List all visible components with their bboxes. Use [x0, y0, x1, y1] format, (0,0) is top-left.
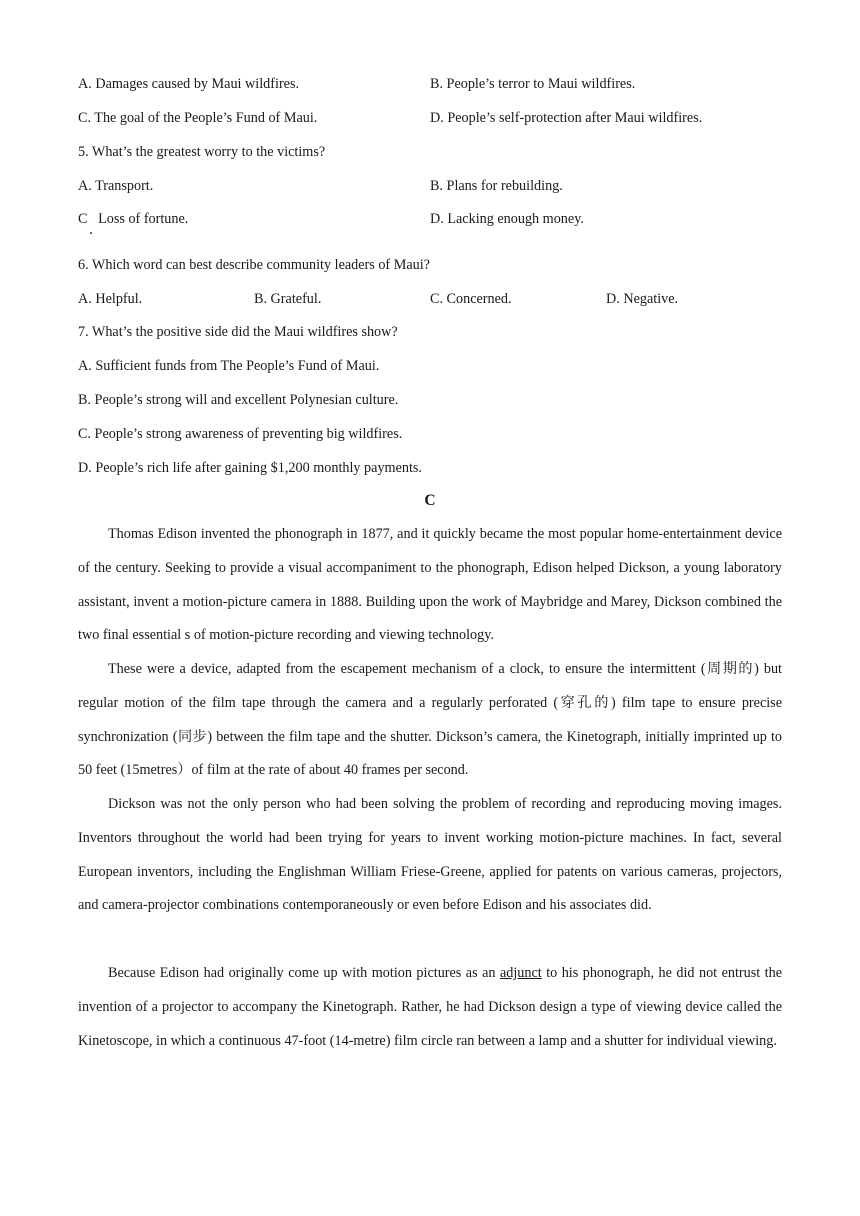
paragraph-3: Dickson was not the only person who had been solving the problem of recording and reproducing moving images. Inventors throughout the world had been trying for years to invent working motion-picture machines. In fact, several European inventors, including the Englishman William Friese-Greene, applied for patents on various cameras, projectors, and camera-projector combinations contemporaneously or even before Edison and his associates did. — [78, 796, 782, 914]
q7-question: 7. What’s the positive side did the Maui wildfires show? — [78, 324, 398, 340]
q5-option-a[interactable]: A. Transport. — [78, 178, 154, 194]
q6-option-d[interactable]: D. Negative. — [606, 291, 679, 307]
q4-option-b[interactable]: B. People’s terror to Maui wildfires. — [430, 76, 636, 92]
paragraph-2: These were a device, adapted from the escapement mechanism of a clock, to ensure the intermittent (周期的) but regular motion of the film tape through the camera and a regularly perforated (穿孔的) film tape to ensure precise synchronization (同步) between the film tape and the shutter. Dickson’s camera, the Kinetograph, initially imprinted up to 50 feet (15metres）of film at the rate of about 40 frames per second. — [78, 661, 782, 779]
q7-option-b[interactable]: B. People’s strong will and excellent Polynesian culture. — [78, 392, 399, 408]
q6-option-b[interactable]: B. Grateful. — [254, 291, 322, 307]
q6-option-c[interactable]: C. Concerned. — [430, 291, 512, 307]
paragraph-4 — [78, 957, 782, 1058]
q7-option-d[interactable]: D. People’s rich life after gaining $1,200 monthly payments. — [78, 460, 422, 476]
q5-option-b[interactable]: B. Plans for rebuilding. — [430, 178, 563, 194]
paragraph-4-text-start: Because Edison had originally come up with motion pictures as an — [108, 965, 500, 981]
q5-option-c[interactable]: C Loss of fortune. — [78, 211, 189, 227]
paragraph-4-text-end: to his phonograph, he did not entrust the invention of a projector to accompany the Kinetograph. Rather, he had Dickson design a type of viewing device called the Kinetoscope, in which a continuous 47-foot (14-metre) film circle ran between a lamp and a shutter for individual viewing. — [78, 965, 783, 1049]
q6-option-a[interactable]: A. Helpful. — [78, 291, 143, 307]
q5-options-row-2 — [78, 210, 584, 228]
q7-option-a[interactable]: A. Sufficient funds from The People’s Fund of Maui. — [78, 358, 380, 374]
paragraph-1: Thomas Edison invented the phonograph in 1877, and it quickly became the most popular home-entertainment device of the century. Seeking to provide a visual accompaniment to the phonograph, Edison helped Dickson, a young laboratory assistant, invent a motion-picture camera in 1888. Building upon the work of Maybridge and Marey, Dickson combined the two final essential s of motion-picture recording and viewing technology. — [78, 526, 782, 644]
underlined-word: adjunct — [499, 965, 542, 981]
q4-options-row-1 — [78, 75, 636, 93]
q4-options-row-2 — [78, 109, 703, 127]
q4-option-c[interactable]: C. The goal of the People’s Fund of Maui. — [78, 110, 318, 126]
q5-option-d[interactable]: D. Lacking enough money. — [430, 211, 584, 227]
stray-mark — [90, 232, 92, 234]
q4-option-a[interactable]: A. Damages caused by Maui wildfires. — [78, 76, 300, 92]
q7-option-c[interactable]: C. People’s strong awareness of preventing big wildfires. — [78, 426, 403, 442]
q6-question: 6. Which word can best describe community leaders of Maui? — [78, 257, 430, 273]
q5-question: 5. What’s the greatest worry to the victims? — [78, 144, 326, 160]
section-heading: C — [424, 492, 436, 509]
q4-option-d[interactable]: D. People’s self-protection after Maui wildfires. — [430, 110, 703, 126]
q5-options-row-1 — [78, 177, 563, 195]
